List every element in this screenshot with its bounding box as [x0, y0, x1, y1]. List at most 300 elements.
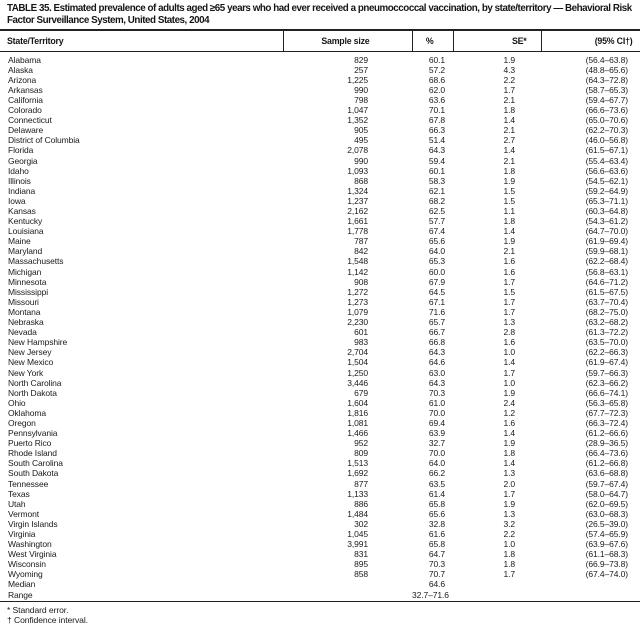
table-body — [0, 51, 640, 601]
cell-state: Idaho — [8, 165, 29, 176]
table-row — [0, 236, 640, 246]
table-row — [0, 277, 640, 287]
cell-sample-size: 1,484 — [347, 508, 368, 519]
cell-percent: 63.0 — [428, 367, 445, 378]
table-row — [0, 206, 640, 216]
cell-confidence-interval: (61.2–66.8) — [585, 458, 628, 469]
col-header-sample-size: Sample size — [283, 30, 412, 52]
cell-standard-error: 1.8 — [503, 216, 515, 227]
table-row — [0, 388, 640, 398]
cell-sample-size: 1,225 — [347, 74, 368, 85]
cell-sample-size: 3,991 — [347, 539, 368, 550]
table-row — [0, 115, 640, 125]
table-row — [0, 176, 640, 186]
cell-state: Nebraska — [8, 317, 44, 328]
cell-standard-error: 1.9 — [503, 54, 515, 65]
cell-standard-error: 1.2 — [503, 407, 515, 418]
header-row — [0, 30, 640, 52]
cell-confidence-interval: (56.4–63.8) — [585, 54, 628, 65]
cell-standard-error: 1.7 — [503, 84, 515, 95]
cell-confidence-interval: (46.0–56.8) — [585, 135, 628, 146]
cell-standard-error: 1.7 — [503, 276, 515, 287]
table-row — [0, 186, 640, 196]
cell-standard-error: 1.4 — [503, 428, 515, 439]
cell-percent: 57.7 — [428, 216, 445, 227]
cell-percent: 32.7 — [428, 438, 445, 449]
cell-percent: 51.4 — [428, 135, 445, 146]
table-row — [0, 327, 640, 337]
cell-confidence-interval: (54.3–61.2) — [585, 216, 628, 227]
cell-confidence-interval: (59.4–67.7) — [585, 94, 628, 105]
cell-percent: 63.9 — [428, 428, 445, 439]
cell-standard-error — [453, 590, 541, 602]
cell-standard-error: 4.3 — [503, 64, 515, 75]
table-row — [0, 287, 640, 297]
cell-percent: 70.1 — [428, 105, 445, 116]
cell-confidence-interval: (58.0–64.7) — [585, 488, 628, 499]
table-row — [0, 267, 640, 277]
cell-standard-error: 2.0 — [503, 478, 515, 489]
table-row — [0, 337, 640, 347]
cell-sample-size: 679 — [354, 387, 368, 398]
cell-sample-size: 905 — [354, 125, 368, 136]
cell-sample-size: 2,230 — [347, 317, 368, 328]
cell-percent: 66.7 — [428, 327, 445, 338]
cell-sample-size: 1,142 — [347, 266, 368, 277]
table-row — [0, 216, 640, 226]
cell-state: Maine — [8, 236, 31, 247]
cell-percent: 60.0 — [428, 266, 445, 277]
cell-sample-size: 868 — [354, 175, 368, 186]
cell-standard-error: 1.4 — [503, 145, 515, 156]
cell-confidence-interval: (68.2–75.0) — [585, 306, 628, 317]
cell-percent: 64.0 — [428, 246, 445, 257]
cell-sample-size: 601 — [354, 327, 368, 338]
cell-standard-error: 1.6 — [503, 256, 515, 267]
cell-state: Kentucky — [8, 216, 43, 227]
cell-standard-error: 2.1 — [503, 155, 515, 166]
cell-percent: 65.6 — [428, 236, 445, 247]
cell-percent: 68.2 — [428, 195, 445, 206]
cell-confidence-interval: (67.4–74.0) — [585, 569, 628, 580]
cell-sample-size: 1,079 — [347, 306, 368, 317]
cell-standard-error: 1.8 — [503, 165, 515, 176]
cell-percent: 63.5 — [428, 478, 445, 489]
table-row — [0, 125, 640, 135]
cell-percent: 67.1 — [428, 296, 445, 307]
cell-sample-size: 798 — [354, 94, 368, 105]
cell-state: North Dakota — [8, 387, 57, 398]
table-row — [0, 226, 640, 236]
cell-sample-size: 895 — [354, 559, 368, 570]
cell-state: California — [8, 94, 43, 105]
table-row — [0, 85, 640, 95]
table-row — [0, 519, 640, 529]
cell-percent: 65.3 — [428, 256, 445, 267]
cell-state: Minnesota — [8, 276, 47, 287]
cell-state: Alabama — [8, 54, 41, 65]
cell-percent: 62.5 — [428, 206, 445, 216]
cell-percent: 66.3 — [428, 125, 445, 136]
cell-state: Washington — [8, 539, 52, 550]
cell-state: North Carolina — [8, 377, 62, 388]
cell-percent: 32.8 — [428, 518, 445, 529]
cell-standard-error: 1.0 — [503, 377, 515, 388]
cell-confidence-interval: (26.5–39.0) — [585, 518, 628, 529]
cell-state: New Hampshire — [8, 337, 68, 348]
cell-state: Virgin Islands — [8, 518, 58, 529]
table-row — [0, 297, 640, 307]
cell-percent: 65.8 — [428, 539, 445, 550]
col-header-percent: % — [412, 30, 453, 52]
prevalence-table — [0, 29, 640, 602]
cell-confidence-interval: (59.2–64.9) — [585, 185, 628, 196]
table-row — [0, 458, 640, 468]
cell-sample-size: 1,324 — [347, 185, 368, 196]
cell-standard-error: 1.7 — [503, 488, 515, 499]
cell-state: Alaska — [8, 64, 33, 75]
cell-standard-error: 1.8 — [503, 559, 515, 570]
table-row — [0, 317, 640, 327]
cell-percent: 67.9 — [428, 276, 445, 287]
cell-percent: 65.7 — [428, 317, 445, 328]
cell-sample-size: 1,273 — [347, 296, 368, 307]
table-row — [0, 135, 640, 145]
cell-confidence-interval: (54.5–62.1) — [585, 175, 628, 186]
cell-percent: 57.2 — [428, 64, 445, 75]
cell-sample-size: 1,250 — [347, 367, 368, 378]
cell-standard-error: 2.8 — [503, 327, 515, 338]
table-row — [0, 509, 640, 519]
table-row — [0, 559, 640, 569]
cell-percent: 32.7–71.6 — [412, 590, 453, 602]
cell-confidence-interval: (59.7–66.3) — [585, 367, 628, 378]
cell-standard-error: 1.9 — [503, 175, 515, 186]
cell-confidence-interval: (62.0–69.5) — [585, 498, 628, 509]
cell-sample-size: 1,692 — [347, 468, 368, 479]
cell-confidence-interval: (62.2–68.4) — [585, 256, 628, 267]
cell-standard-error: 1.3 — [503, 508, 515, 519]
cell-standard-error: 1.9 — [503, 438, 515, 449]
table-row — [0, 75, 640, 85]
cell-sample-size: 990 — [354, 84, 368, 95]
footnotes — [0, 602, 640, 626]
cell-percent: 66.2 — [428, 468, 445, 479]
cell-state: District of Columbia — [8, 135, 80, 146]
cell-confidence-interval: (64.6–71.2) — [585, 276, 628, 287]
cell-percent: 64.3 — [428, 145, 445, 156]
cell-state: Illinois — [8, 175, 31, 186]
table-row — [0, 256, 640, 266]
cell-sample-size: 1,352 — [347, 115, 368, 126]
table-row — [0, 246, 640, 256]
cell-state: Wyoming — [8, 569, 43, 580]
cell-confidence-interval: (61.1–68.3) — [585, 549, 628, 560]
cell-state: Pennsylvania — [8, 428, 58, 439]
cell-sample-size: 1,237 — [347, 195, 368, 206]
cell-percent: 70.7 — [428, 569, 445, 580]
table-row — [0, 166, 640, 176]
cell-percent: 71.6 — [428, 306, 445, 317]
cell-percent: 68.6 — [428, 74, 445, 85]
cell-sample-size — [283, 579, 412, 589]
cell-sample-size: 908 — [354, 276, 368, 287]
cell-standard-error: 2.2 — [503, 529, 515, 539]
table-row — [0, 539, 640, 549]
cell-confidence-interval: (61.2–66.6) — [585, 428, 628, 439]
cell-confidence-interval — [541, 579, 640, 589]
cell-confidence-interval: (63.9–67.6) — [585, 539, 628, 550]
cell-sample-size — [283, 590, 412, 602]
table-row — [0, 65, 640, 75]
table-row — [0, 357, 640, 367]
cell-confidence-interval: (58.7–65.3) — [585, 84, 628, 95]
cell-standard-error: 1.8 — [503, 549, 515, 560]
summary-row — [0, 579, 640, 589]
table-row — [0, 479, 640, 489]
cell-percent: 64.6 — [428, 357, 445, 368]
cell-sample-size: 2,704 — [347, 347, 368, 358]
cell-percent: 59.4 — [428, 155, 445, 166]
cell-confidence-interval: (64.7–70.0) — [585, 226, 628, 237]
cell-sample-size: 809 — [354, 448, 368, 459]
cell-standard-error: 1.4 — [503, 115, 515, 126]
cell-sample-size: 1,093 — [347, 165, 368, 176]
table-row — [0, 489, 640, 499]
table-row — [0, 529, 640, 539]
cell-standard-error: 1.5 — [503, 185, 515, 196]
cell-state: Indiana — [8, 185, 36, 196]
cell-state: Michigan — [8, 266, 42, 277]
cell-confidence-interval: (56.8–63.1) — [585, 266, 628, 277]
cell-confidence-interval: (66.6–74.1) — [585, 387, 628, 398]
cell-standard-error: 2.1 — [503, 125, 515, 136]
cell-state: Oregon — [8, 417, 36, 428]
cell-confidence-interval: (63.6–68.8) — [585, 468, 628, 479]
cell-sample-size: 1,081 — [347, 417, 368, 428]
cell-sample-size: 1,272 — [347, 286, 368, 297]
table-row — [0, 95, 640, 105]
cell-state: Iowa — [8, 195, 26, 206]
cell-state: Colorado — [8, 105, 42, 116]
cell-sample-size: 1,816 — [347, 407, 368, 418]
cell-confidence-interval: (66.3–72.4) — [585, 417, 628, 428]
cell-confidence-interval: (63.0–68.3) — [585, 508, 628, 519]
cell-standard-error: 1.5 — [503, 195, 515, 206]
cell-percent: 58.3 — [428, 175, 445, 186]
cell-sample-size: 1,466 — [347, 428, 368, 439]
cell-state: Florida — [8, 145, 34, 156]
cell-percent: 67.4 — [428, 226, 445, 237]
cell-confidence-interval: (66.6–73.6) — [585, 105, 628, 116]
col-header-state-territory: State/Territory — [0, 30, 283, 52]
cell-state: Georgia — [8, 155, 38, 166]
cell-state: Virginia — [8, 529, 36, 539]
cell-standard-error: 2.2 — [503, 74, 515, 85]
cell-sample-size: 2,162 — [347, 206, 368, 216]
table-row — [0, 438, 640, 448]
table-row — [0, 156, 640, 166]
table-row — [0, 398, 640, 408]
cell-sample-size: 983 — [354, 337, 368, 348]
cell-state: Mississippi — [8, 286, 48, 297]
table-row — [0, 145, 640, 155]
footnote-confidence-interval: † Confidence interval. — [7, 615, 88, 626]
cell-standard-error: 1.0 — [503, 539, 515, 550]
cell-sample-size: 842 — [354, 246, 368, 257]
cell-standard-error: 2.1 — [503, 94, 515, 105]
cell-sample-size: 829 — [354, 54, 368, 65]
cell-confidence-interval: (66.9–73.8) — [585, 559, 628, 570]
cell-sample-size: 787 — [354, 236, 368, 247]
cell-confidence-interval: (67.7–72.3) — [585, 407, 628, 418]
cell-standard-error: 1.7 — [503, 367, 515, 378]
cell-standard-error: 3.2 — [503, 518, 515, 529]
cell-state: Kansas — [8, 206, 36, 216]
cell-sample-size: 952 — [354, 438, 368, 449]
cell-sample-size: 1,045 — [347, 529, 368, 539]
cell-standard-error: 1.4 — [503, 357, 515, 368]
cell-standard-error: 1.5 — [503, 286, 515, 297]
cell-confidence-interval: (61.9–69.4) — [585, 236, 628, 247]
cell-percent: 63.6 — [428, 94, 445, 105]
cell-confidence-interval: (61.5–67.5) — [585, 286, 628, 297]
cell-confidence-interval: (59.7–67.4) — [585, 478, 628, 489]
cell-standard-error: 2.4 — [503, 397, 515, 408]
cell-sample-size: 1,133 — [347, 488, 368, 499]
cell-state: Arizona — [8, 74, 37, 85]
cell-standard-error: 1.9 — [503, 387, 515, 398]
cell-sample-size: 1,513 — [347, 458, 368, 469]
cell-sample-size: 257 — [354, 64, 368, 75]
cell-percent: 60.1 — [428, 54, 445, 65]
table-row — [0, 569, 640, 579]
table-row — [0, 347, 640, 357]
cell-confidence-interval: (61.9–67.4) — [585, 357, 628, 368]
cell-confidence-interval: (56.6–63.6) — [585, 165, 628, 176]
cell-percent: 67.8 — [428, 115, 445, 126]
cell-sample-size: 858 — [354, 569, 368, 580]
cell-state: New Mexico — [8, 357, 54, 368]
cell-state: Oklahoma — [8, 407, 46, 418]
table-row — [0, 549, 640, 559]
table-row — [0, 307, 640, 317]
cell-standard-error: 1.3 — [503, 317, 515, 328]
cell-confidence-interval: (28.9–36.5) — [585, 438, 628, 449]
cell-state: Missouri — [8, 296, 39, 307]
cell-percent: 64.5 — [428, 286, 445, 297]
cell-standard-error: 1.9 — [503, 498, 515, 509]
cell-sample-size: 1,504 — [347, 357, 368, 368]
cell-standard-error: 1.7 — [503, 306, 515, 317]
cell-state: Rhode Island — [8, 448, 57, 459]
table-row — [0, 368, 640, 378]
cell-standard-error: 1.7 — [503, 296, 515, 307]
cell-confidence-interval: (57.4–65.9) — [585, 529, 628, 539]
cell-percent: 64.0 — [428, 458, 445, 469]
cell-state: Delaware — [8, 125, 44, 136]
cell-confidence-interval: (62.3–66.2) — [585, 377, 628, 388]
cell-percent: 66.8 — [428, 337, 445, 348]
cell-state: Wisconsin — [8, 559, 46, 570]
cell-state: New Jersey — [8, 347, 52, 358]
cell-state: Connecticut — [8, 115, 52, 126]
cell-state: South Dakota — [8, 468, 59, 479]
cell-standard-error: 1.8 — [503, 448, 515, 459]
cell-sample-size: 495 — [354, 135, 368, 146]
cell-percent: 65.8 — [428, 498, 445, 509]
cell-state: Nevada — [8, 327, 37, 338]
cell-sample-size: 1,778 — [347, 226, 368, 237]
table-row — [0, 196, 640, 206]
cell-confidence-interval: (65.0–70.6) — [585, 115, 628, 126]
cell-state: Louisiana — [8, 226, 44, 237]
cell-state: Tennessee — [8, 478, 49, 489]
cell-standard-error: 1.6 — [503, 417, 515, 428]
cell-confidence-interval: (48.8–65.6) — [585, 64, 628, 75]
cell-percent: 70.0 — [428, 407, 445, 418]
cell-sample-size: 2,078 — [347, 145, 368, 156]
cell-state: Texas — [8, 488, 30, 499]
cell-confidence-interval: (66.4–73.6) — [585, 448, 628, 459]
footnote-standard-error: * Standard error. — [7, 604, 69, 615]
table-title: TABLE 35. Estimated prevalence of adults aged ≥65 years who had ever received a pneumoccoccal vaccination, by state/territory — Behavioral Risk Factor Surveillance System, United States, 2004 — [7, 3, 632, 27]
cell-sample-size: 877 — [354, 478, 368, 489]
cell-sample-size: 886 — [354, 498, 368, 509]
cell-state: Ohio — [8, 397, 26, 408]
table-row — [0, 418, 640, 428]
cell-confidence-interval: (62.2–70.3) — [585, 125, 628, 136]
cell-standard-error: 2.1 — [503, 246, 515, 257]
cell-standard-error: 1.6 — [503, 337, 515, 348]
table-row — [0, 51, 640, 65]
cell-state: West Virginia — [8, 549, 57, 560]
cell-state: Montana — [8, 306, 41, 317]
table-row — [0, 105, 640, 115]
cell-standard-error: 1.1 — [503, 206, 515, 216]
table-row — [0, 378, 640, 388]
cell-state: Massachusetts — [8, 256, 64, 267]
cell-percent: 64.7 — [428, 549, 445, 560]
cell-standard-error: 1.8 — [503, 105, 515, 116]
cell-confidence-interval: (60.3–64.8) — [585, 206, 628, 216]
cell-sample-size: 1,604 — [347, 397, 368, 408]
cell-state: South Carolina — [8, 458, 63, 469]
cell-percent: 62.0 — [428, 84, 445, 95]
cell-confidence-interval — [541, 590, 640, 602]
cell-sample-size: 831 — [354, 549, 368, 560]
cell-state: New York — [8, 367, 44, 378]
cell-sample-size: 1,548 — [347, 256, 368, 267]
cell-state: Maryland — [8, 246, 43, 257]
cell-percent: 62.1 — [428, 185, 445, 196]
cell-standard-error — [453, 579, 541, 589]
table-row — [0, 428, 640, 438]
cell-percent: 61.6 — [428, 529, 445, 539]
cell-percent: 64.3 — [428, 347, 445, 358]
cell-confidence-interval: (62.2–66.3) — [585, 347, 628, 358]
cell-percent: 65.6 — [428, 508, 445, 519]
cell-confidence-interval: (56.3–65.8) — [585, 397, 628, 408]
col-header-confidence-interval: (95% CI†) — [541, 30, 640, 52]
cell-state: Range — [0, 590, 283, 602]
cell-state: Median — [8, 579, 36, 590]
cell-percent: 69.4 — [428, 417, 445, 428]
cell-sample-size: 990 — [354, 155, 368, 166]
cell-sample-size: 1,047 — [347, 105, 368, 116]
table-row — [0, 448, 640, 458]
cell-standard-error: 1.0 — [503, 347, 515, 358]
